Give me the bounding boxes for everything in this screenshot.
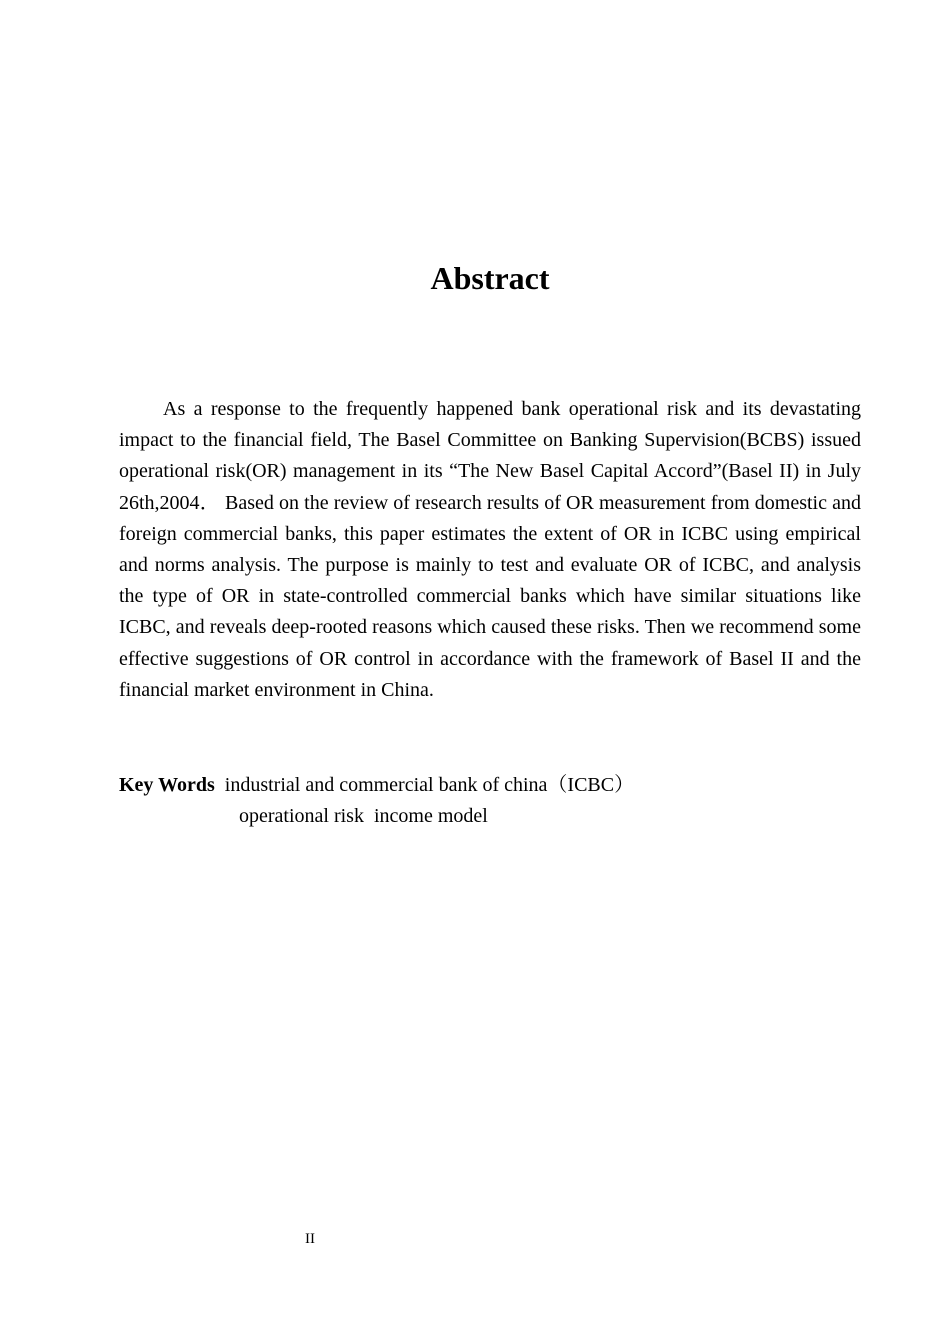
- keywords-line-2: operational risk income model: [239, 805, 488, 827]
- keywords-section: [119, 770, 861, 832]
- keywords-line-1: industrial and commercial bank of china（ICBC）: [224, 774, 635, 796]
- abstract-title: Abstract: [430, 260, 550, 296]
- keywords-label: Key Words: [119, 774, 215, 796]
- abstract-body: As a response to the frequently happened bank operational risk and its devastating impact to the financial field, The Basel Committee on Banking Supervision(BCBS) issued operational risk(OR) management in its “The New Basel Capital Accord”(Basel II) in July 26th,2004． Based on the review of research results of OR measurement from domestic and foreign commercial banks, this paper estimates the extent of OR in ICBC using empirical and norms analysis. The purpose is mainly to test and evaluate OR of ICBC, and analysis the type of OR in state-controlled commercial banks which have similar situations like ICBC, and reveals deep-rooted reasons which caused these risks. Then we recommend some effective suggestions of OR control in accordance with the framework of Basel II and the financial market environment in China.: [119, 398, 861, 701]
- page-number: II: [305, 1231, 315, 1247]
